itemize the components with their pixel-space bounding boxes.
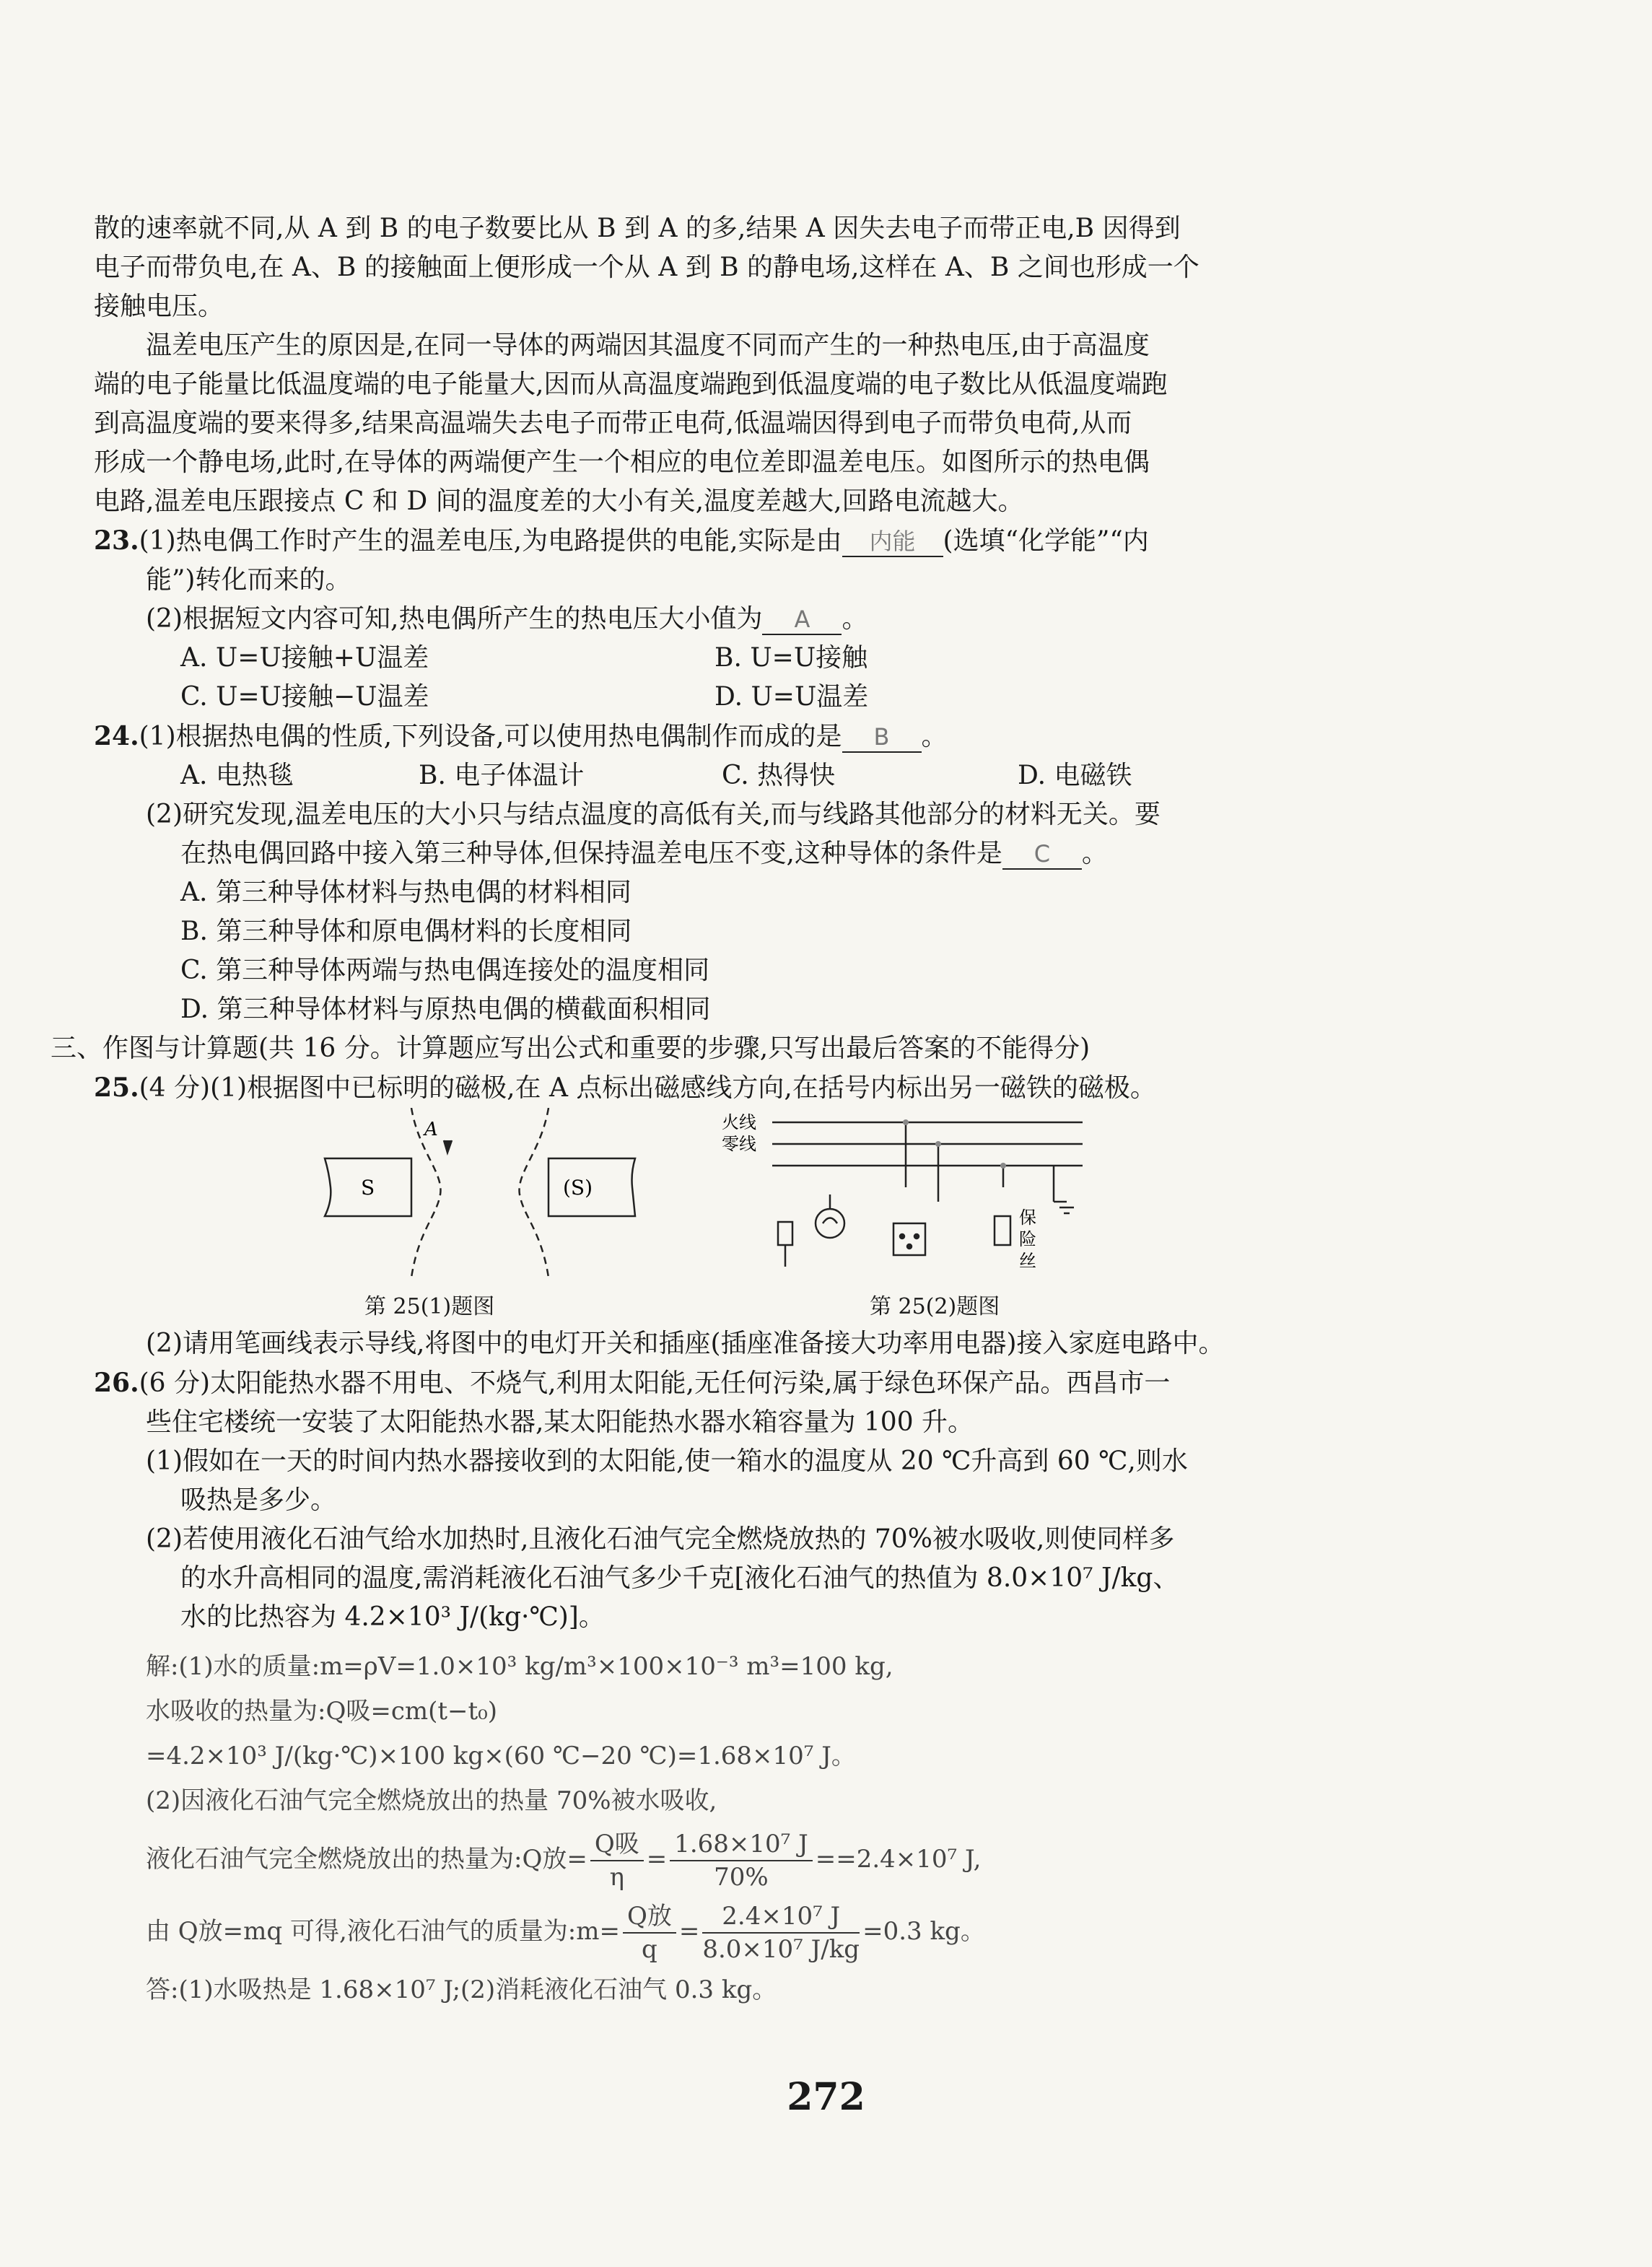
page-number: 272 (787, 2075, 865, 2119)
options-row (94, 756, 1342, 795)
solution-line: 液化石油气完全燃烧放出的热量为:Q放= $\frac{\text{Q吸}}{\eta}$ = $\frac{\text{1.68×10⁷ J}}{70\%}$ ==2.4×10⁷ J, (146, 1830, 982, 1892)
text-line: 温差电压产生的原因是,在同一导体的两端因其温度不同而产生的一种热电压,由于高温度 (146, 331, 1150, 360)
text-line: 能”)转化而来的。 (146, 565, 351, 595)
question-23-part2: (2)根据短文内容可知,热电偶所产生的热电压大小值为 A 。 (146, 604, 868, 634)
option-b: B. 电子体温计 (419, 761, 585, 790)
text-line: 的水升高相同的温度,需消耗液化石油气多少千克[液化石油气的热值为 8.0×10⁷ J/kg、 (180, 1563, 1179, 1593)
solution-block (94, 1644, 1342, 2012)
options-row (94, 639, 1342, 678)
option-c: C. 第三种导体两端与热电偶连接处的温度相同 (180, 956, 710, 985)
text-line: 形成一个静电场,此时,在导体的两端便产生一个相应的电位差即温差电压。如图所示的热电偶 (94, 447, 1150, 477)
text-line: 些住宅楼统一安装了太阳能热水器,某太阳能热水器水箱容量为 100 升。 (146, 1407, 974, 1437)
magnet-figure (310, 1108, 657, 1281)
option-c: C. U=U接触−U温差 (180, 682, 429, 712)
solution-line: (2)因液化石油气完全燃烧放出的热量 70%被水吸收, (146, 1786, 717, 1815)
text-line: (2)请用笔画线表示导线,将图中的电灯开关和插座(插座准备接大功率用电器)接入家庭电路中。 (146, 1329, 1225, 1358)
fuse-label: 丝 (1019, 1251, 1036, 1271)
fraction: $\frac{\text{Q吸}}{\eta}$ (590, 1828, 644, 1893)
solution-line: 解:(1)水的质量:m=ρV=1.0×10³ kg/m³×100×10⁻³ m³=100 kg, (146, 1652, 893, 1681)
option-a: A. U=U接触+U温差 (180, 643, 429, 673)
text-line: 水的比热容为 4.2×10³ J/(kg·℃)]。 (180, 1602, 605, 1632)
figures-row (94, 1108, 1342, 1324)
fuse-label: 险 (1019, 1229, 1036, 1249)
fraction: $\frac{\text{Q放}}{q}$ (623, 1900, 676, 1965)
solution-line: 由 Q放=mq 可得,液化石油气的质量为:m= $\frac{\text{Q放}}{q}$ = $\frac{\text{2.4×10⁷ J}}{\text{8.0×10⁷ J/kg}}$ =0.3 kg。 (146, 1902, 985, 1964)
question-26: 26.(6 分)太阳能热水器不用电、不烧气,利用太阳能,无任何污染,属于绿色环保产品。西昌市一 (94, 1368, 1171, 1398)
solution-line: =4.2×10³ J/(kg·℃)×100 kg×(60 ℃−20 ℃)=1.68×10⁷ J。 (146, 1742, 856, 1770)
text-line: 散的速率就不同,从 A 到 B 的电子数要比从 B 到 A 的多,结果 A 因失去电子而带正电,B 因得到 (94, 214, 1181, 243)
question-number: 23. (94, 525, 139, 556)
answer-blank: C (1002, 839, 1082, 870)
text-line: 端的电子能量比低温度端的电子能量大,因而从高温度端跑到低温度端的电子数比从低温度端跑 (94, 370, 1168, 399)
question-24: 24.(1)根据热电偶的性质,下列设备,可以使用热电偶制作而成的是 B 。 (94, 721, 948, 751)
question-number: 24. (94, 721, 139, 751)
option-a: A. 电热毯 (180, 761, 294, 790)
text-line: 电路,温差电压跟接点 C 和 D 间的温度差的大小有关,温度差越大,回路电流越大。 (94, 486, 1024, 516)
text-line: (2)研究发现,温差电压的大小只与结点温度的高低有关,而与线路其他部分的材料无关。要 (146, 800, 1161, 829)
answer-blank: B (842, 722, 922, 753)
neutral-wire-label: 零线 (722, 1134, 756, 1154)
fuse-label: 保 (1019, 1207, 1036, 1228)
text-line: (2)若使用液化石油气给水加热时,且液化石油气完全燃烧放热的 70%被水吸收,则使同样多 (146, 1524, 1175, 1554)
section-heading: 三、作图与计算题(共 16 分。计算题应写出公式和重要的步骤,只写出最后答案的不能得分) (51, 1034, 1091, 1063)
fraction: $\frac{\text{1.68×10⁷ J}}{70\%}$ (670, 1828, 813, 1893)
circuit-figure (707, 1108, 1097, 1281)
option-b: B. U=U接触 (714, 643, 868, 673)
option-d: D. U=U温差 (714, 682, 869, 712)
figure-caption: 第 25(1)题图 (364, 1294, 495, 1319)
question-23: 23.(1)热电偶工作时产生的温差电压,为电路提供的电能,实际是由 内能 (选填“化学能”“内 (94, 525, 1149, 556)
option-d: D. 第三种导体材料与原热电偶的横截面积相同 (180, 995, 711, 1024)
text-line: 电子而带负电,在 A、B 的接触面上便形成一个从 A 到 B 的静电场,这样在 A、B 之间也形成一个 (94, 253, 1199, 282)
option-d: D. 电磁铁 (1018, 761, 1132, 790)
question-number: 26. (94, 1368, 139, 1398)
question-number: 25. (94, 1073, 139, 1103)
solution-line: 水吸收的热量为:Q吸=cm(t−t₀) (146, 1697, 498, 1726)
option-b: B. 第三种导体和原电偶材料的长度相同 (180, 917, 632, 946)
text-line: 吸热是多少。 (180, 1485, 337, 1515)
text-line: (1)假如在一天的时间内热水器接收到的太阳能,使一箱水的温度从 20 ℃升高到 60 ℃,则水 (146, 1446, 1188, 1476)
answer-blank: A (762, 605, 842, 635)
solution-line: 答:(1)水吸热是 1.68×10⁷ J;(2)消耗液化石油气 0.3 kg。 (146, 1975, 777, 2004)
option-c: C. 热得快 (722, 761, 836, 790)
question-24-part2: 在热电偶回路中接入第三种导体,但保持温差电压不变,这种导体的条件是 C 。 (180, 839, 1108, 868)
options-row (94, 678, 1342, 717)
fraction: $\frac{\text{2.4×10⁷ J}}{\text{8.0×10⁷ J/kg}}$ (702, 1902, 860, 1964)
point-a-label: A (424, 1119, 438, 1140)
answer-blank: 内能 (842, 527, 943, 557)
option-a: A. 第三种导体材料与热电偶的材料相同 (180, 878, 631, 907)
figure-caption: 第 25(2)题图 (870, 1294, 1000, 1319)
magnet-right-pole: (S) (563, 1176, 593, 1200)
question-25: 25.(4 分)(1)根据图中已标明的磁极,在 A 点标出磁感线方向,在括号内标出另一磁铁的磁极。 (94, 1073, 1156, 1103)
text-line: 接触电压。 (94, 292, 224, 321)
text-line: 到高温度端的要来得多,结果高温端失去电子而带正电荷,低温端因得到电子而带负电荷,从而 (94, 409, 1132, 438)
page-content (51, 209, 1342, 2012)
live-wire-label: 火线 (722, 1112, 756, 1132)
magnet-left-pole: S (361, 1176, 375, 1200)
